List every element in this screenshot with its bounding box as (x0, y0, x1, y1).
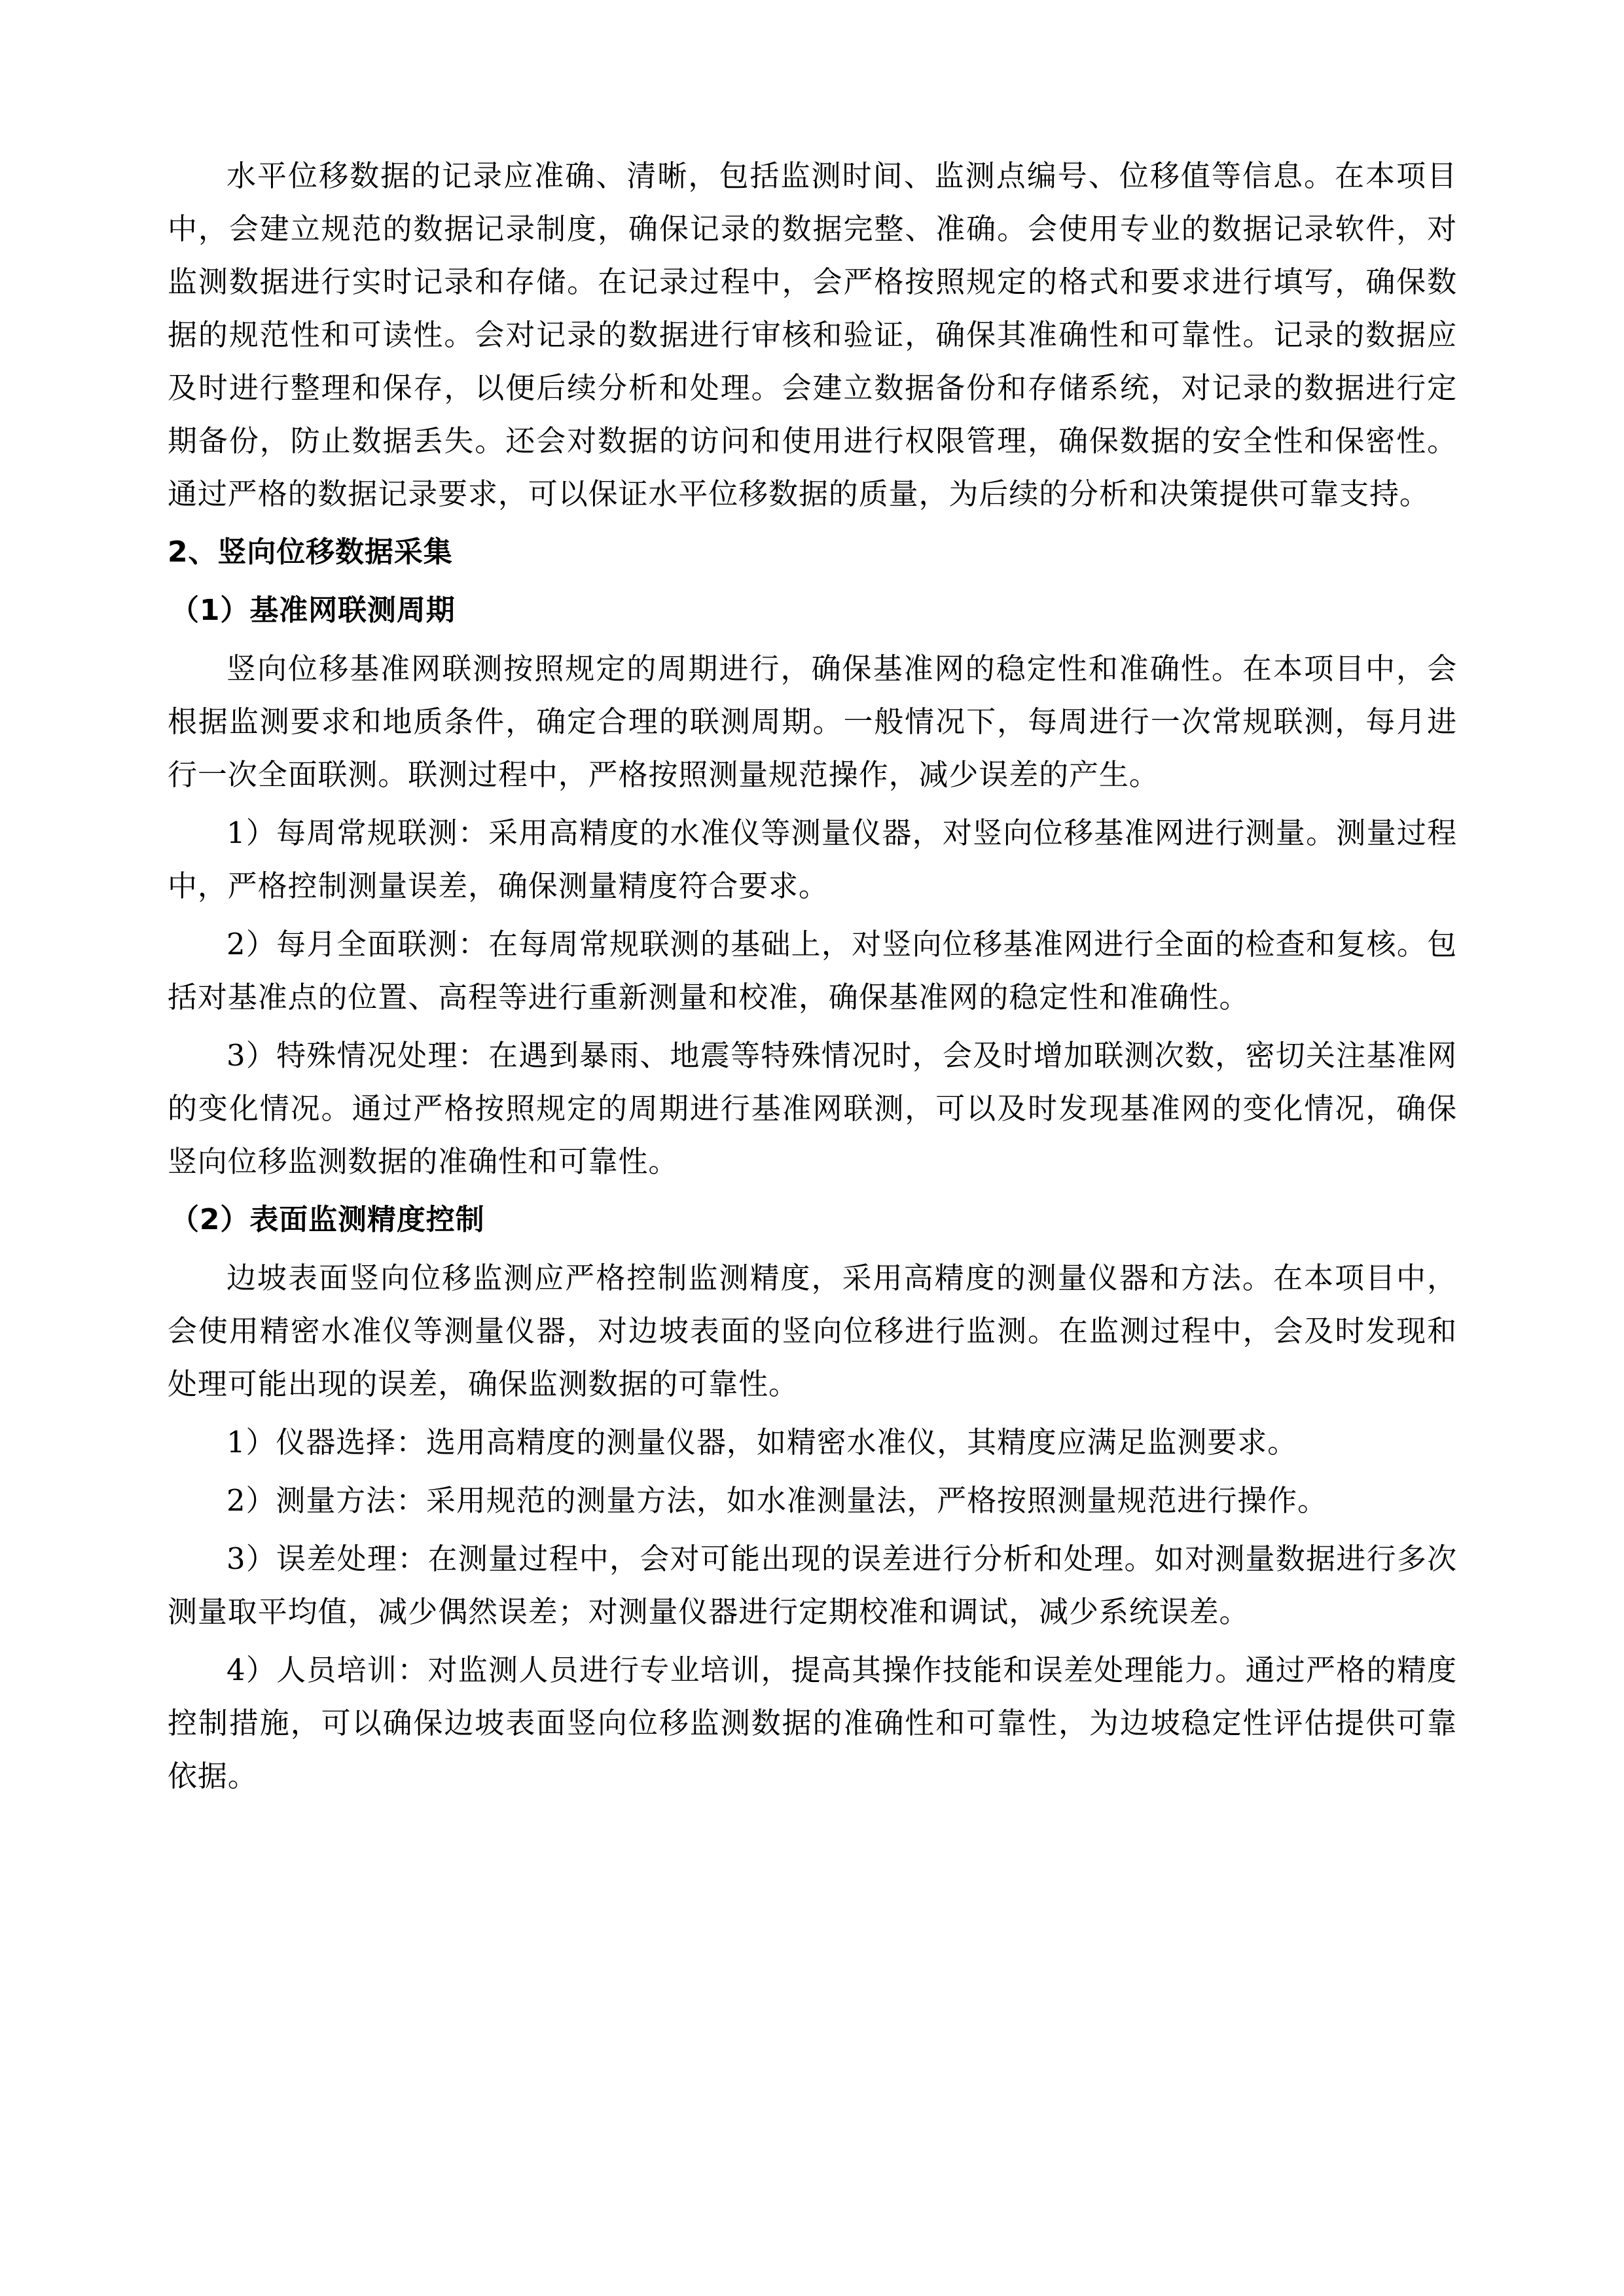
subheading-benchmark-cycle: （1）基准网联测周期 (170, 594, 456, 627)
paragraph-weekly-survey: 1）每周常规联测：采用高精度的水准仪等测量仪器，对竖向位移基准网进行测量。测量过程中，严格控制测量误差，确保测量精度符合要求。 (168, 816, 1457, 903)
paragraph-instrument-selection: 1）仪器选择：选用高精度的测量仪器，如精密水准仪，其精度应满足监测要求。 (226, 1425, 1298, 1460)
paragraph-precision-intro: 边坡表面竖向位移监测应严格控制监测精度，采用高精度的测量仪器和方法。在本项目中，会使用精密水准仪等测量仪器，对边坡表面的竖向位移进行监测。在监测过程中，会及时发现和处理可能出现的误差，确保监测数据的可靠性。 (168, 1261, 1457, 1401)
subheading-precision-control: （2）表面监测精度控制 (170, 1203, 485, 1236)
paragraph-staff-training: 4）人员培训：对监测人员进行专业培训，提高其操作技能和误差处理能力。通过严格的精度控制措施，可以确保边坡表面竖向位移监测数据的准确性和可靠性，为边坡稳定性评估提供可靠依据。 (168, 1653, 1457, 1793)
section-heading-vertical-data: 2、竖向位移数据采集 (168, 535, 453, 569)
paragraph-horizontal-record: 水平位移数据的记录应准确、清晰，包括监测时间、监测点编号、位移值等信息。在本项目中，会建立规范的数据记录制度，确保记录的数据完整、准确。会使用专业的数据记录软件，对监测数据进行实时记录和存储。在记录过程中，会严格按照规定的格式和要求进行填写，确保数据的规范性和可读性。会对记录的数据进行审核和验证，确保其准确性和可靠性。记录的数据应及时进行整理和保存，以便后续分析和处理。会建立数据备份和存储系统，对记录的数据进行定期备份，防止数据丢失。还会对数据的访问和使用进行权限管理，确保数据的安全性和保密性。通过严格的数据记录要求，可以保证水平位移数据的质量，为后续的分析和决策提供可靠支持。 (168, 158, 1457, 511)
paragraph-benchmark-intro: 竖向位移基准网联测按照规定的周期进行，确保基准网的稳定性和准确性。在本项目中，会根据监测要求和地质条件，确定合理的联测周期。一般情况下，每周进行一次常规联测，每月进行一次全面联测。联测过程中，严格按照测量规范操作，减少误差的产生。 (168, 651, 1457, 792)
paragraph-special-cases: 3）特殊情况处理：在遇到暴雨、地震等特殊情况时，会及时增加联测次数，密切关注基准网的变化情况。通过严格按照规定的周期进行基准网联测，可以及时发现基准网的变化情况，确保竖向位移监测数据的准确性和可靠性。 (168, 1038, 1457, 1179)
paragraph-error-handling: 3）误差处理：在测量过程中，会对可能出现的误差进行分析和处理。如对测量数据进行多次测量取平均值，减少偶然误差；对测量仪器进行定期校准和调试，减少系统误差。 (168, 1541, 1457, 1629)
document-body (168, 149, 1457, 1808)
paragraph-monthly-survey: 2）每月全面联测：在每周常规联测的基础上，对竖向位移基准网进行全面的检查和复核。包括对基准点的位置、高程等进行重新测量和校准，确保基准网的稳定性和准确性。 (168, 927, 1457, 1014)
paragraph-measurement-method: 2）测量方法：采用规范的测量方法，如水准测量法，严格按照测量规范进行操作。 (226, 1483, 1327, 1518)
